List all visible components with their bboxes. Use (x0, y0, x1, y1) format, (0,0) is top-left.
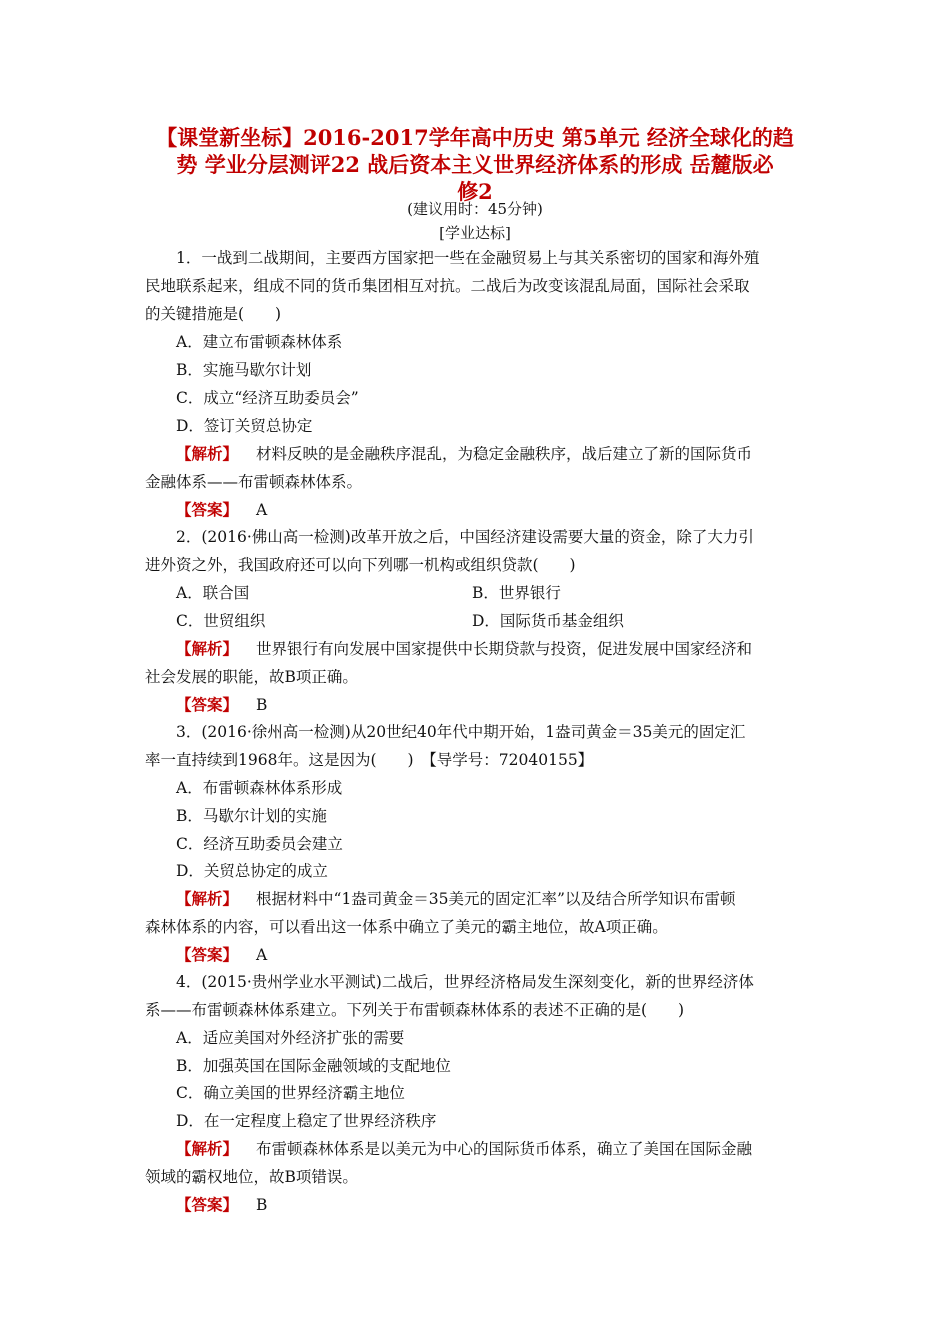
q4-stem-line-2: 系——布雷顿森林体系建立。下列关于布雷顿森林体系的表述不正确的是( ) (145, 1001, 685, 1019)
q2-option-b: B．世界银行 (472, 584, 561, 602)
q3-answer (176, 945, 267, 965)
section-label: [学业达标] (439, 224, 511, 242)
title-line-3: 修2 (457, 179, 493, 204)
q3-option-b: B．马歇尔计划的实施 (176, 807, 327, 825)
q3-option-d: D．关贸总协定的成立 (176, 862, 328, 880)
q2-stem-line-1: 2．(2016·佛山高一检测)改革开放之后，中国经济建设需要大量的资金，除了大力引 (176, 528, 754, 546)
q1-analysis-line-1 (176, 444, 752, 464)
q1-option-a: A．建立布雷顿森林体系 (176, 333, 343, 351)
q1-option-c: C．成立“经济互助委员会” (176, 389, 359, 407)
q3-answer-value: A (256, 946, 268, 964)
q2-option-c: C．世贸组织 (176, 612, 266, 630)
q4-answer-value: B (256, 1196, 268, 1214)
time-note: (建议用时：45分钟) (407, 200, 543, 218)
q4-stem-line-1: 4．(2015·贵州学业水平测试)二战后，世界经济格局发生深刻变化，新的世界经济体 (176, 973, 754, 991)
answer-label: 【答案】 (176, 1195, 239, 1214)
q1-stem-line-3: 的关键措施是( ) (145, 305, 282, 323)
q4-analysis-line-1 (176, 1139, 752, 1159)
q4-option-d: D．在一定程度上稳定了世界经济秩序 (176, 1112, 437, 1130)
q1-option-d: D．签订关贸总协定 (176, 417, 313, 435)
answer-label: 【答案】 (176, 945, 239, 964)
analysis-label: 【解析】 (176, 889, 239, 908)
q2-analysis-line-1 (176, 639, 752, 659)
title-line-1: 【课堂新坐标】2016-2017学年高中历史 第5单元 经济全球化的趋 (156, 125, 794, 150)
q3-analysis-text: 根据材料中“1盎司黄金＝35美元的固定汇率”以及结合所学知识布雷顿 (256, 890, 736, 908)
document-title (130, 124, 820, 205)
q2-analysis-text: 世界银行有向发展中国家提供中长期贷款与投资，促进发展中国家经济和 (256, 640, 753, 658)
q4-option-c: C．确立美国的世界经济霸主地位 (176, 1084, 405, 1102)
q1-analysis-text: 材料反映的是金融秩序混乱，为稳定金融秩序，战后建立了新的国际货币 (256, 445, 753, 463)
q3-option-a: A．布雷顿森林体系形成 (176, 779, 343, 797)
q2-analysis-line-2: 社会发展的职能，故B项正确。 (145, 668, 358, 686)
q1-answer-value: A (256, 501, 268, 519)
q1-analysis-line-2: 金融体系——布雷顿森林体系。 (145, 473, 363, 491)
q4-analysis-text: 布雷顿森林体系是以美元为中心的国际货币体系，确立了美国在国际金融 (256, 1140, 753, 1158)
q2-option-d: D．国际货币基金组织 (472, 612, 624, 630)
q4-option-a: A．适应美国对外经济扩张的需要 (176, 1029, 405, 1047)
q1-option-b: B．实施马歇尔计划 (176, 361, 312, 379)
answer-label: 【答案】 (176, 500, 239, 519)
q3-stem-line-2: 率一直持续到1968年。这是因为( ) 【导学号：72040155】 (145, 751, 594, 769)
q3-analysis-line-1 (176, 889, 735, 909)
q3-stem-line-1: 3．(2016·徐州高一检测)从20世纪40年代中期开始，1盎司黄金＝35美元的固定汇 (176, 723, 746, 741)
q3-option-c: C．经济互助委员会建立 (176, 835, 343, 853)
q1-stem-line-1: 1．一战到二战期间，主要西方国家把一些在金融贸易上与其关系密切的国家和海外殖 (176, 249, 760, 267)
q4-option-b: B．加强英国在国际金融领域的支配地位 (176, 1057, 451, 1075)
q2-answer-value: B (256, 696, 268, 714)
analysis-label: 【解析】 (176, 1139, 239, 1158)
q4-answer (176, 1195, 267, 1215)
q2-answer (176, 695, 267, 715)
q4-analysis-line-2: 领域的霸权地位，故B项错误。 (145, 1168, 358, 1186)
q1-stem-line-2: 民地联系起来，组成不同的货币集团相互对抗。二战后为改变该混乱局面，国际社会采取 (145, 277, 750, 295)
answer-label: 【答案】 (176, 695, 239, 714)
analysis-label: 【解析】 (176, 444, 239, 463)
title-line-2: 势 学业分层测评22 战后资本主义世界经济体系的形成 岳麓版必 (176, 152, 774, 177)
q2-stem-line-2: 进外资之外，我国政府还可以向下列哪一机构或组织贷款( ) (145, 556, 576, 574)
q3-analysis-line-2: 森林体系的内容，可以看出这一体系中确立了美元的霸主地位，故A项正确。 (145, 918, 668, 936)
q2-option-a: A．联合国 (176, 584, 250, 602)
analysis-label: 【解析】 (176, 639, 239, 658)
q1-answer (176, 500, 267, 520)
